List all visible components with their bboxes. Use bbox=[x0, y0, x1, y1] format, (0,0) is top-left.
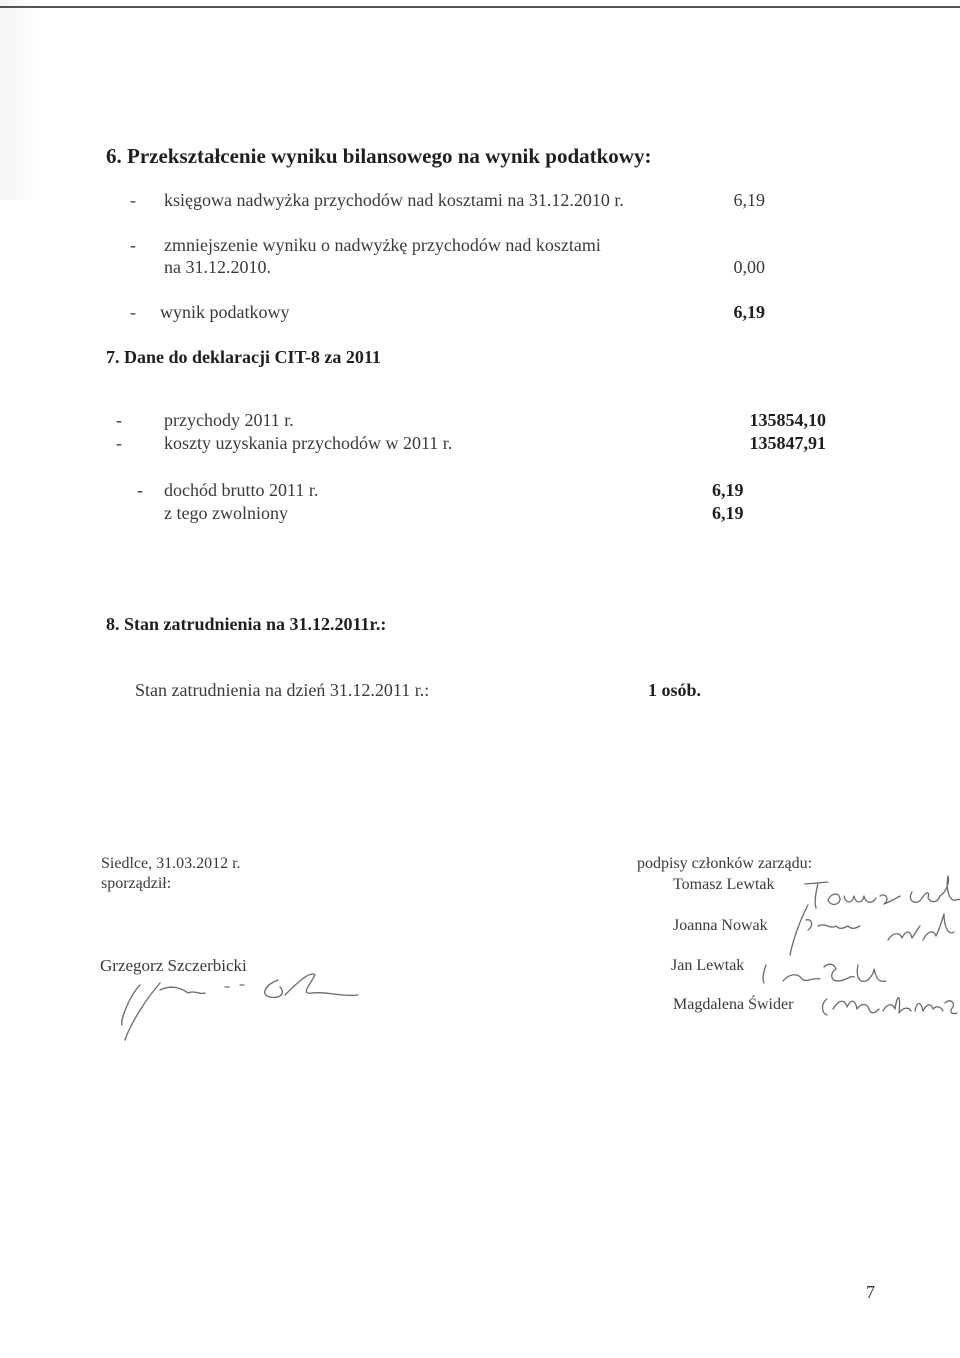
employment-value: 1 osób. bbox=[648, 680, 702, 700]
page-number: 7 bbox=[866, 1282, 875, 1302]
row-value: 0,00 bbox=[733, 257, 765, 277]
row-value: 6,19 bbox=[712, 503, 744, 523]
board-signatures-label: podpisy członków zarządu: bbox=[637, 855, 813, 872]
row-label: z tego zwolniony bbox=[164, 503, 288, 523]
dash: - bbox=[137, 480, 143, 500]
dash: - bbox=[130, 302, 136, 322]
row-label: wynik podatkowy bbox=[160, 302, 290, 322]
board-member-name: Magdalena Świder bbox=[673, 996, 794, 1013]
place-date: Siedlce, 31.03.2012 r. bbox=[101, 855, 241, 872]
row-label: zmniejszenie wyniku o nadwyżkę przychodów nad kosztami bbox=[164, 235, 601, 255]
dash: - bbox=[116, 433, 122, 453]
board-member-name: Jan Lewtak bbox=[671, 957, 745, 974]
row-value: 135847,91 bbox=[749, 433, 826, 453]
row-label: księgowa nadwyżka przychodów nad kosztami na 31.12.2010 r. bbox=[164, 190, 624, 210]
board-member-name: Joanna Nowak bbox=[673, 917, 768, 934]
row-value: 6,19 bbox=[733, 190, 765, 210]
dash: - bbox=[130, 190, 136, 210]
section-6-heading: 6. Przekształcenie wyniku bilansowego na wynik podatkowy: bbox=[106, 144, 652, 168]
board-member-name: Tomasz Lewtak bbox=[673, 876, 775, 893]
row-label: koszty uzyskania przychodów w 2011 r. bbox=[164, 433, 453, 453]
signature-magdalena-swider bbox=[817, 985, 959, 1025]
signature-joanna-nowak bbox=[778, 900, 958, 960]
signature-preparer bbox=[100, 965, 370, 1045]
scan-top-edge bbox=[0, 0, 960, 8]
dash: - bbox=[130, 235, 136, 255]
prepared-by-label: sporządził: bbox=[101, 875, 172, 892]
employment-label: Stan zatrudnienia na dzień 31.12.2011 r.: bbox=[135, 680, 430, 700]
section-8-heading: 8. Stan zatrudnienia na 31.12.2011r.: bbox=[106, 614, 387, 634]
preparer-name: Grzegorz Szczerbicki bbox=[100, 956, 247, 975]
row-value: 6,19 bbox=[712, 480, 744, 500]
row-label: przychody 2011 r. bbox=[164, 410, 294, 430]
row-value: 6,19 bbox=[733, 302, 765, 322]
row-label-continuation: na 31.12.2010. bbox=[164, 257, 271, 277]
row-value: 135854,10 bbox=[749, 410, 826, 430]
scan-shadow bbox=[0, 0, 40, 200]
section-7-heading: 7. Dane do deklaracji CIT-8 za 2011 bbox=[106, 347, 381, 367]
dash: - bbox=[116, 410, 122, 430]
row-label: dochód brutto 2011 r. bbox=[164, 480, 319, 500]
